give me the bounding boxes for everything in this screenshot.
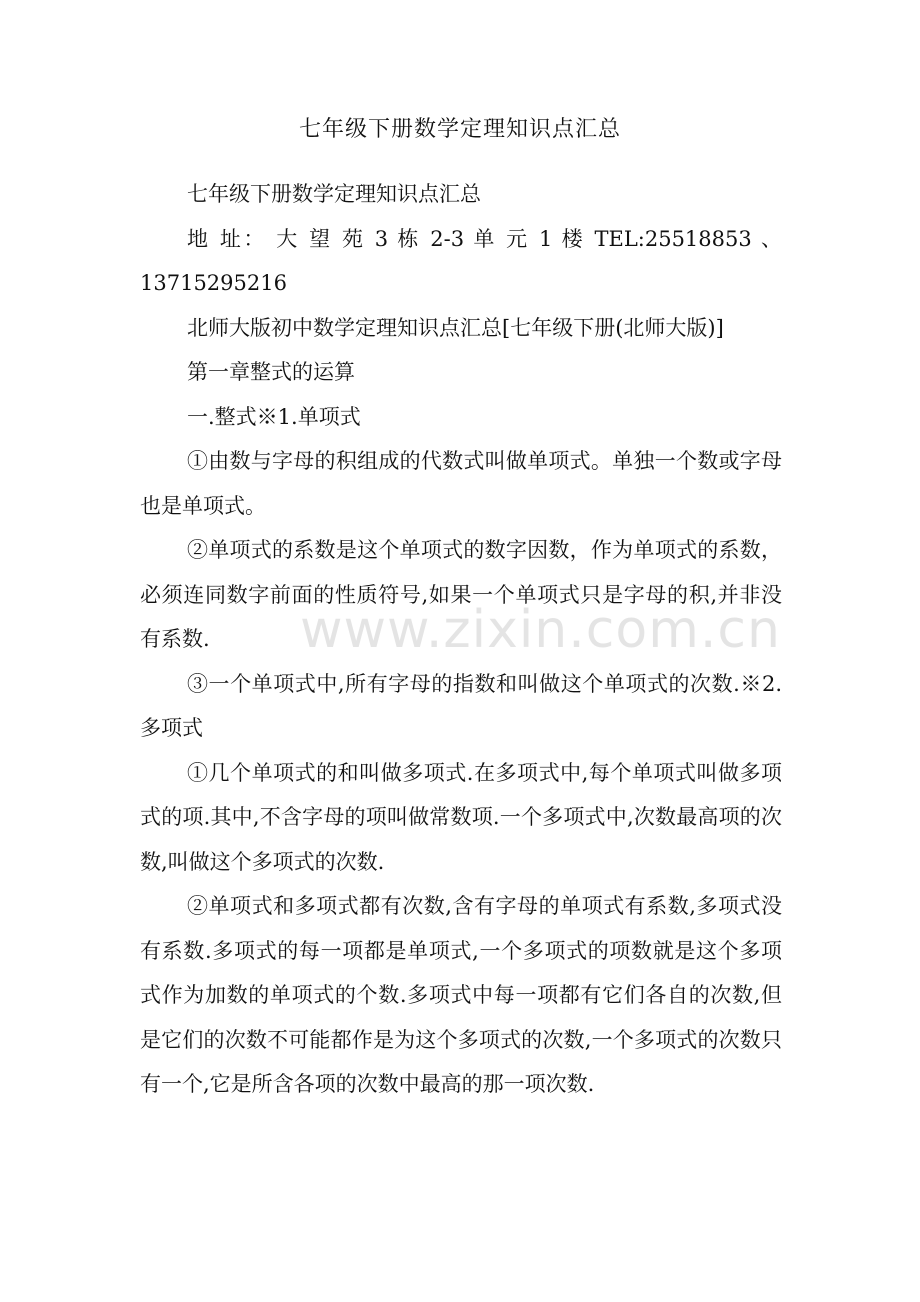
paragraph-address: 地 址： 大 望 苑 3 栋 2-3 单 元 1 楼 TEL:25518853 、13715295216 <box>140 226 782 295</box>
paragraph-edition: 北师大版初中数学定理知识点汇总[七年级下册(北师大版)] <box>187 315 724 340</box>
paragraph-heading: 七年级下册数学定理知识点汇总 <box>187 182 481 206</box>
paragraph-chapter: 第一章整式的运算 <box>187 360 355 384</box>
paragraph-monomial-2: ②单项式的系数是这个单项式的数字因数，作为单项式的系数，必须连同数字前面的性质符号,如果一个单项式只是字母的积,并非没有系数. <box>140 538 782 651</box>
watermark: www.zixin.com.cn <box>300 600 781 660</box>
paragraph-polynomial-2: ②单项式和多项式都有次数,含有字母的单项式有系数,多项式没有系数.多项式的每一项都是单项式,一个多项式的项数就是这个多项式作为加数的单项式的个数.多项式中每一项都有它们各自的次数,但是它们的次数不可能都作是为这个多项式的次数,一个多项式的次数只有一个,它是所含各项的次数中最高的那一项次数. <box>140 894 782 1096</box>
document-title: 七年级下册数学定理知识点汇总 <box>298 117 621 142</box>
paragraph-monomial-1: ①由数与字母的积组成的代数式叫做单项式。单独一个数或字母也是单项式。 <box>140 449 782 518</box>
paragraph-section: 一.整式※1.单项式 <box>187 404 361 429</box>
document-body <box>140 172 782 1107</box>
paragraph-polynomial-1: ①几个单项式的和叫做多项式.在多项式中,每个单项式叫做多项式的项.其中,不含字母的项叫做常数项.一个多项式中,次数最高项的次数,叫做这个多项式的次数. <box>140 760 782 874</box>
paragraph-monomial-3: ③一个单项式中,所有字母的指数和叫做这个单项式的次数.※2.多项式 <box>140 671 782 740</box>
